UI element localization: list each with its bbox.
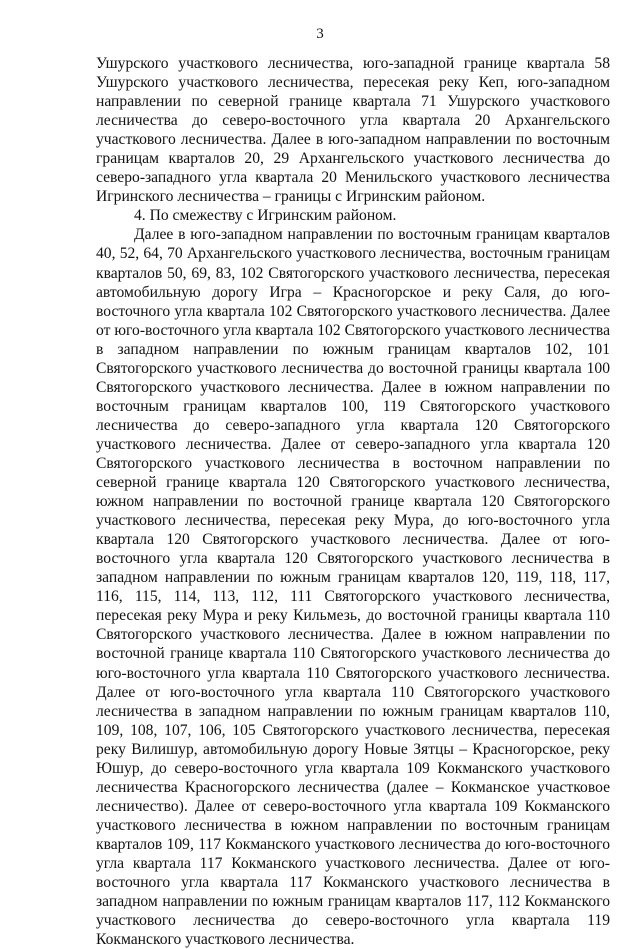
section-heading-4: 4. По смежеству с Игринским районом.	[134, 207, 397, 225]
paragraph-1: Ушурского участкового лесничества, юго-западной границе квартала 58 Ушурского участкового лесничества, пересекая реку Кеп, юго-западном направлении по северной границе квартала 71 Ушурского участкового лесничества до северо-восточного угла квартала 20 Архангельского участкового лесничества. Далее в юго-западном направлении по восточным границам кварталов 20, 29 Архангельского участкового лесничества до северо-западного угла квартала 20 Менильского участкового лесничества Игринского лесничества – границы с Игринским районом.	[96, 55, 610, 206]
document-body	[96, 54, 610, 949]
paragraph-2: Далее в юго-западном направлении по восточным границам кварталов 40, 52, 64, 70 Архангельского участкового лесничества, восточным границам кварталов 50, 69, 83, 102 Святогорского участкового лесничества, пересекая автомобильную дорогу Игра – Красногорское и реку Саля, до юго-восточного угла квартала 102 Святогорского участкового лесничества. Далее от юго-восточного угла квартала 102 Святогорского участкового лесничества в западном направлении по южным границам кварталов 102, 101 Святогорского участкового лесничества до восточной границы квартала 100 Святогорского участкового лесничества. Далее в южном направлении по восточным границам кварталов 100, 119 Святогорского участкового лесничества до северо-западного угла квартала 120 Святогорского участкового лесничества. Далее от северо-западного угла квартала 120 Святогорского участкового лесничества в восточном направлении по северной границе квартала 120 Святогорского участкового лесничества, южном направлении по восточной границе квартала 120 Святогорского участкового лесничества, пересекая реку Мура, до юго-восточного угла квартала 120 Святогорского участкового лесничества. Далее от юго-восточного угла квартала 120 Святогорского участкового лесничества в западном направлении по южным границам кварталов 120, 119, 118, 117, 116, 115, 114, 113, 112, 111 Святогорского участкового лесничества, пересекая реку Мура и реку Кильмезь, до восточной границы квартала 110 Святогорского участкового лесничества. Далее в южном направлении по восточной границе квартала 110 Святогорского участкового лесничества до юго-восточного угла квартала 110 Святогорского участкового лесничества. Далее от юго-восточного угла квартала 110 Святогорского участкового лесничества в западном направлении по южным границам кварталов 110, 109, 108, 107, 106, 105 Святогорского участкового лесничества, пересекая реку Вилишур, автомобильную дорогу Новые Зятцы – Красногорское, реку Юшур, до северо-восточного угла квартала 109 Кокманского участкового лесничества Красногорского лесничества (далее – Кокманское участковое лесничество). Далее от северо-восточного угла квартала 109 Кокманского участкового лесничества в южном направлении по восточным границам кварталов 109, 117 Кокманского участкового лесничества до юго-восточного угла квартала 117 Кокманского участкового лесничества. Далее от юго-восточного угла квартала 117 Кокманского участкового лесничества в западном направлении по южным границам кварталов 117, 112 Кокманского участкового лесничества до северо-восточного угла квартала 119 Кокманского участкового лесничества.	[96, 226, 610, 949]
page-number: 3	[316, 26, 324, 42]
